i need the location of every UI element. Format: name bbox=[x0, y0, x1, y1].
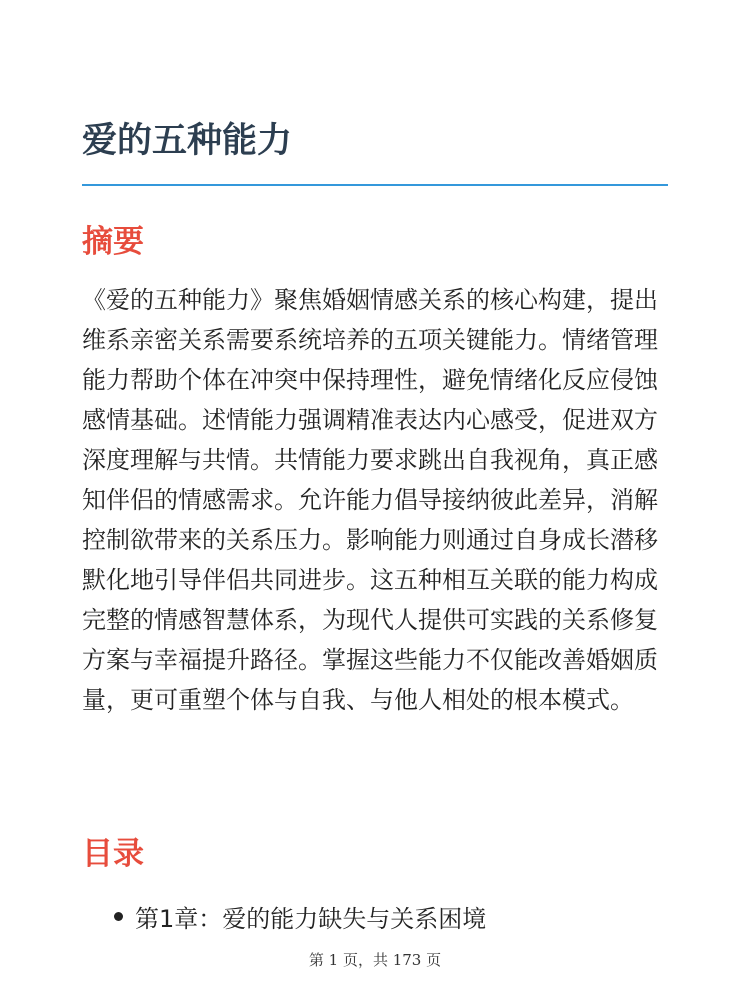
toc-list bbox=[82, 896, 486, 936]
summary-heading: 摘要 bbox=[82, 224, 144, 260]
toc-heading: 目录 bbox=[82, 836, 144, 872]
document-title: 爱的五种能力 bbox=[82, 121, 293, 161]
page-number: 第 1 页，共 173 页 bbox=[308, 951, 442, 969]
bullet-icon bbox=[114, 912, 123, 921]
toc-item[interactable] bbox=[82, 896, 486, 936]
title-divider bbox=[82, 184, 668, 186]
toc-item-label: 第1章：爱的能力缺失与关系困境 bbox=[135, 904, 487, 933]
summary-paragraph: 《爱的五种能力》聚焦婚姻情感关系的核心构建，提出维系亲密关系需要系统培养的五项关键能力。情绪管理能力帮助个体在冲突中保持理性，避免情绪化反应侵蚀感情基础。述情能力强调精准表达内心感受，促进双方深度理解与共情。共情能力要求跳出自我视角，真正感知伴侣的情感需求。允许能力倡导接纳彼此差异，消解控制欲带来的关系压力。影响能力则通过自身成长潜移默化地引导伴侣共同进步。这五种相互关联的能力构成完整的情感智慧体系，为现代人提供可实践的关系修复方案与幸福提升路径。掌握这些能力不仅能改善婚姻质量，更可重塑个体与自我、与他人相处的根本模式。 bbox=[82, 286, 658, 714]
